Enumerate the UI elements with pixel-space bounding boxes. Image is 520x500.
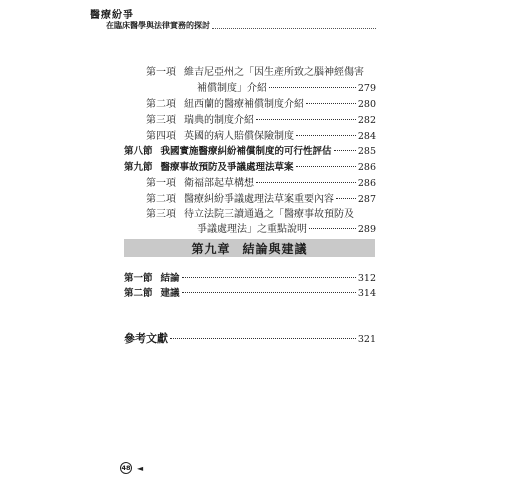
toc-entry-label: 第三項	[146, 209, 176, 220]
references-title: 參考文獻	[124, 332, 168, 345]
toc-page-number: 286	[357, 162, 376, 173]
toc-page-number: 287	[357, 194, 376, 205]
toc-entry-continuation[interactable]	[197, 82, 376, 95]
toc-section-entry[interactable]	[124, 272, 376, 285]
toc-entry-title: 衛福部起草構想	[184, 178, 254, 189]
chapter-heading[interactable]	[124, 239, 375, 257]
toc-page-number: 312	[357, 273, 376, 284]
toc-section-title: 醫療事故預防及爭議處理法草案	[160, 162, 294, 173]
toc-page-number: 289	[357, 224, 376, 235]
dot-leader	[256, 182, 356, 183]
toc-entry-continuation[interactable]	[197, 223, 376, 236]
chapter-title: 結論與建議	[242, 241, 308, 256]
toc-section-entry[interactable]	[124, 287, 376, 300]
toc-section-label: 第一節	[124, 273, 153, 284]
toc-entry-title: 瑞典的制度介紹	[184, 115, 254, 126]
toc-section-entry[interactable]	[124, 145, 376, 158]
toc-page-number: 279	[357, 83, 376, 94]
dot-leader	[296, 135, 356, 136]
left-arrow-icon: ◄	[137, 463, 144, 473]
toc-entry[interactable]	[146, 66, 376, 79]
toc-entry-label: 第四項	[146, 131, 176, 142]
toc-page-number: 286	[357, 178, 376, 189]
toc-entry[interactable]	[146, 208, 376, 221]
toc-section-label: 第二節	[124, 288, 153, 299]
toc-page-number: 321	[357, 334, 376, 345]
toc-entry-title: 待立法院三讀通過之「醫療事故預防及	[184, 209, 354, 220]
dot-leader	[296, 166, 356, 167]
toc-entry-title: 醫療糾紛爭議處理法草案重要內容	[184, 194, 334, 205]
toc-entry-title: 維吉尼亞州之「因生產所致之腦神經傷害	[184, 67, 364, 78]
toc-page-number: 314	[357, 288, 376, 299]
toc-entry-title-cont: 爭議處理法」之重點說明	[197, 224, 307, 235]
toc-page-number: 282	[357, 115, 376, 126]
toc-entry-label: 第一項	[146, 178, 176, 189]
toc-section-label: 第八節	[124, 146, 153, 157]
toc-entry-title: 英國的病人賠償保險制度	[184, 131, 294, 142]
page-header	[90, 6, 134, 21]
toc-entry[interactable]	[146, 98, 376, 111]
toc-entry-label: 第二項	[146, 194, 176, 205]
book-subtitle: 在臨床醫學與法律實務的探討	[106, 21, 210, 30]
dot-leader	[309, 228, 356, 229]
toc-section-title: 建議	[160, 288, 180, 299]
toc-entry-title-cont: 補償制度」介紹	[197, 83, 267, 94]
dot-leader	[334, 150, 356, 151]
dot-leader	[336, 198, 356, 199]
book-subtitle-row	[106, 20, 376, 31]
chapter-label: 第九章	[191, 241, 231, 256]
dot-leader	[306, 103, 356, 104]
toc-entry[interactable]	[146, 193, 376, 206]
toc-page-number: 285	[357, 146, 376, 157]
dot-leader	[256, 119, 356, 120]
toc-references-entry[interactable]	[124, 332, 376, 346]
toc-entry-label: 第三項	[146, 115, 176, 126]
dot-leader	[182, 277, 356, 278]
page-number-badge: 48	[121, 464, 131, 472]
toc-entry[interactable]	[146, 177, 376, 190]
dot-leader	[269, 87, 356, 88]
toc-entry-label: 第二項	[146, 99, 176, 110]
header-rule	[212, 23, 376, 29]
toc-section-entry[interactable]	[124, 161, 376, 174]
toc-page-number: 280	[357, 99, 376, 110]
toc-section-title: 結論	[160, 273, 180, 284]
dot-leader	[182, 292, 356, 293]
toc-entry-title: 紐西蘭的醫療補償制度介紹	[184, 99, 304, 110]
toc-section-label: 第九節	[124, 162, 153, 173]
toc-section-title: 我國實施醫療糾紛補償制度的可行性評估	[160, 146, 332, 157]
toc-entry-label: 第一項	[146, 67, 176, 78]
toc-entry[interactable]	[146, 114, 376, 127]
book-title: 醫療紛爭	[90, 10, 134, 21]
toc-entry[interactable]	[146, 130, 376, 143]
page-footer	[120, 462, 143, 474]
dot-leader	[170, 338, 356, 339]
toc-page-number: 284	[357, 131, 376, 142]
